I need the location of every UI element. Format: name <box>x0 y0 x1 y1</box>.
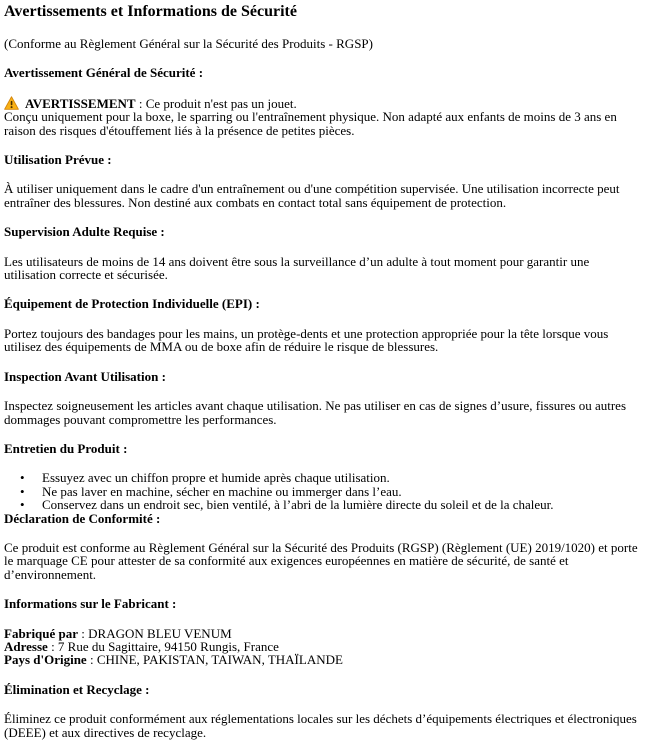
section-heading-manufacturer: Informations sur le Fabricant : <box>4 596 177 612</box>
warning-body-text: Conçu uniquement pour la boxe, le sparring ou l'entraînement physique. Non adapté aux enfants de moins de 3 ans en raison des risques d'étouffement liés à la présence de petites pièces. <box>4 109 617 138</box>
maintenance-list-item: • Conservez dans un endroit sec, bien ventilé, à l’abri de la lumière directe du soleil et de la chaleur. <box>4 498 641 511</box>
recycling-paragraph: Éliminez ce produit conformément aux réglementations locales sur les déchets d’équipements électriques et électroniques (DEEE) et aux directives de recyclage. <box>4 711 637 740</box>
ppe-paragraph: Portez toujours des bandages pour les mains, un protège-dents et une protection appropriée pour la tête lorsque vous utilisez des équipements de MMA ou de boxe afin de réduire le risque de blessures. <box>4 325 609 355</box>
warning-label: AVERTISSEMENT <box>25 95 136 111</box>
page-title: Avertissements et Informations de Sécurité <box>4 3 297 20</box>
maintenance-list <box>4 471 641 511</box>
section-heading-maintenance: Entretien du Produit : <box>4 440 128 456</box>
intended-use-paragraph: À utiliser uniquement dans le cadre d'un entraînement ou d'une compétition supervisée. Une utilisation incorrecte peut entraîner des blessures. Non destiné aux combats en contact total sans équipement de protection. <box>4 181 620 210</box>
maintenance-list-item: • Essuyez avec un chiffon propre et humide après chaque utilisation. <box>4 471 641 484</box>
address-label: Adresse <box>4 638 48 654</box>
made-by-label: Fabriqué par <box>4 625 79 641</box>
section-heading-conformity: Déclaration de Conformité : <box>4 510 161 526</box>
general-warning-paragraph <box>4 96 641 137</box>
section-heading-ppe: Équipement de Protection Individuelle (EPI) : <box>4 296 260 312</box>
made-by-value: : DRAGON BLEU VENUM <box>78 625 232 641</box>
warning-statement: : Ce produit n'est pas un jouet. <box>135 95 297 111</box>
section-heading-general-safety: Avertissement Général de Sécurité : <box>4 65 204 81</box>
section-heading-intended-use: Utilisation Prévue : <box>4 152 112 168</box>
address-value: : 7 Rue du Sagittaire, 94150 Rungis, France <box>47 638 279 654</box>
section-heading-inspection: Inspection Avant Utilisation : <box>4 368 166 384</box>
subtitle: (Conforme au Règlement Général sur la Sécurité des Produits - RGSP) <box>4 36 373 51</box>
manufacturer-details <box>4 627 641 667</box>
origin-value: : CHINE, PAKISTAN, TAIWAN, THAÏLANDE <box>86 652 343 668</box>
section-heading-supervision: Supervision Adulte Requise : <box>4 224 165 240</box>
section-heading-recycling: Élimination et Recyclage : <box>4 681 150 697</box>
supervision-paragraph: Les utilisateurs de moins de 14 ans doivent être sous la surveillance d’un adulte à tout moment pour garantir une utilisation correcte et sécurisée. <box>4 253 590 283</box>
warning-triangle-icon <box>4 96 19 110</box>
inspection-paragraph: Inspectez soigneusement les articles avant chaque utilisation. Ne pas utiliser en cas de signes d’usure, fissures ou autres dommages pouvant compromettre les performances. <box>4 398 627 427</box>
safety-document <box>4 2 641 739</box>
maintenance-list-item: • Ne pas laver en machine, sécher en machine ou immerger dans l’eau. <box>4 485 641 498</box>
conformity-paragraph: Ce produit est conforme au Règlement Général sur la Sécurité des Produits (RGSP) (Règlement (UE) 2019/1020) et porte le marquage CE pour attester de sa conformité aux exigences européennes en matière de sécurité, de santé et d’environnement. <box>4 539 638 582</box>
origin-label: Pays d'Origine <box>4 652 87 668</box>
